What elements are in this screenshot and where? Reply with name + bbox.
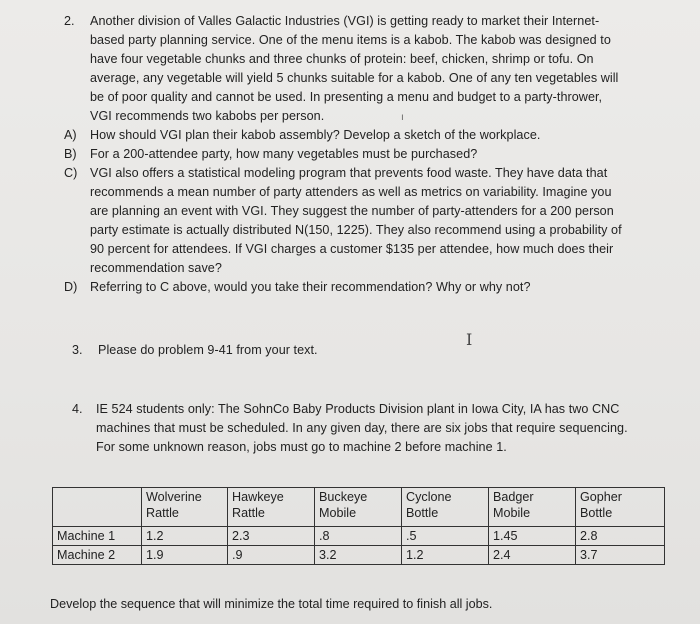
text-line: For a 200-attendee party, how many vegetables must be purchased? <box>90 147 478 161</box>
table-cell: 2.3 <box>228 527 315 546</box>
table-cell: 2.4 <box>489 546 576 565</box>
text-line: are planning an event with VGI. They suggest the number of party-attenders for a 200 person <box>90 204 614 218</box>
part-c-label: C) <box>64 166 78 180</box>
part-b-label: B) <box>64 147 77 161</box>
text-line: 90 percent for attendees. If VGI charges a customer $135 per attendee, how much does their <box>90 242 614 256</box>
table-row <box>53 527 665 546</box>
table-row <box>53 546 665 565</box>
text-line: VGI also offers a statistical modeling program that prevents food waste. They have data that <box>90 166 608 180</box>
table-cell: 1.2 <box>402 546 489 565</box>
table-cell: .9 <box>228 546 315 565</box>
job-times-table <box>52 487 665 565</box>
part-a-label: A) <box>64 128 77 142</box>
table-header-row <box>53 488 665 527</box>
table-header-cell <box>53 488 142 527</box>
text-line: average, any vegetable will yield 5 chunks suitable for a kabob. One of any ten vegetables will <box>90 71 619 85</box>
text-line: How should VGI plan their kabob assembly? Develop a sketch of the workplace. <box>90 128 541 142</box>
table-header-cell: Gopher Bottle <box>576 488 665 527</box>
part-d-label: D) <box>64 280 78 294</box>
table-header-cell: Hawkeye Rattle <box>228 488 315 527</box>
text-line: IE 524 students only: The SohnCo Baby Products Division plant in Iowa City, IA has two CNC <box>96 402 620 416</box>
table-cell: 1.2 <box>142 527 228 546</box>
text-line: recommends a mean number of party attenders as well as metrics on variability. Imagine you <box>90 185 612 199</box>
table-cell: 3.7 <box>576 546 665 565</box>
table-cell: 1.45 <box>489 527 576 546</box>
part-b-text <box>90 145 477 164</box>
stray-mark: ı <box>401 112 404 123</box>
table-cell: 2.8 <box>576 527 665 546</box>
table-cell: .8 <box>315 527 402 546</box>
table-cell: 3.2 <box>315 546 402 565</box>
text-line: be of poor quality and cannot be used. In presenting a menu and budget to a party-thrower, <box>90 90 603 104</box>
text-line: party estimate is actually distributed N(150, 1225). They also recommend using a probability of <box>90 223 622 237</box>
text-line: machines that must be scheduled. In any given day, there are six jobs that require sequencing. <box>96 421 628 435</box>
text-line: have four vegetable chunks and three chunks of protein: beef, chicken, shrimp or tofu. On <box>90 52 594 66</box>
text-line: Another division of Valles Galactic Industries (VGI) is getting ready to market their Internet- <box>90 14 600 28</box>
part-a-text <box>90 126 540 145</box>
text-cursor-icon: I <box>466 330 473 349</box>
part-c-text <box>90 164 622 278</box>
table-header-cell: Buckeye Mobile <box>315 488 402 527</box>
table-cell: 1.9 <box>142 546 228 565</box>
problem-4-number: 4. <box>72 402 83 416</box>
problem-3-text <box>98 341 318 360</box>
text-line: Referring to C above, would you take their recommendation? Why or why not? <box>90 280 531 294</box>
problem-3-number: 3. <box>72 343 83 357</box>
text-line: VGI recommends two kabobs per person. <box>90 109 325 123</box>
text-line: For some unknown reason, jobs must go to machine 2 before machine 1. <box>96 440 507 454</box>
table-header-cell: Cyclone Bottle <box>402 488 489 527</box>
closing-instruction: Develop the sequence that will minimize the total time required to finish all jobs. <box>50 597 493 611</box>
table-header-cell: Badger Mobile <box>489 488 576 527</box>
row-label-cell: Machine 1 <box>53 527 142 546</box>
problem-2-number: 2. <box>64 14 75 28</box>
problem-4-text <box>96 400 628 457</box>
text-line: recommendation save? <box>90 261 222 275</box>
row-label-cell: Machine 2 <box>53 546 142 565</box>
text-line: based party planning service. One of the menu items is a kabob. The kabob was designed to <box>90 33 611 47</box>
table-header-cell: Wolverine Rattle <box>142 488 228 527</box>
text-line: Please do problem 9-41 from your text. <box>98 343 318 357</box>
problem-2-text <box>90 12 618 126</box>
part-d-text <box>90 278 531 297</box>
table-cell: .5 <box>402 527 489 546</box>
